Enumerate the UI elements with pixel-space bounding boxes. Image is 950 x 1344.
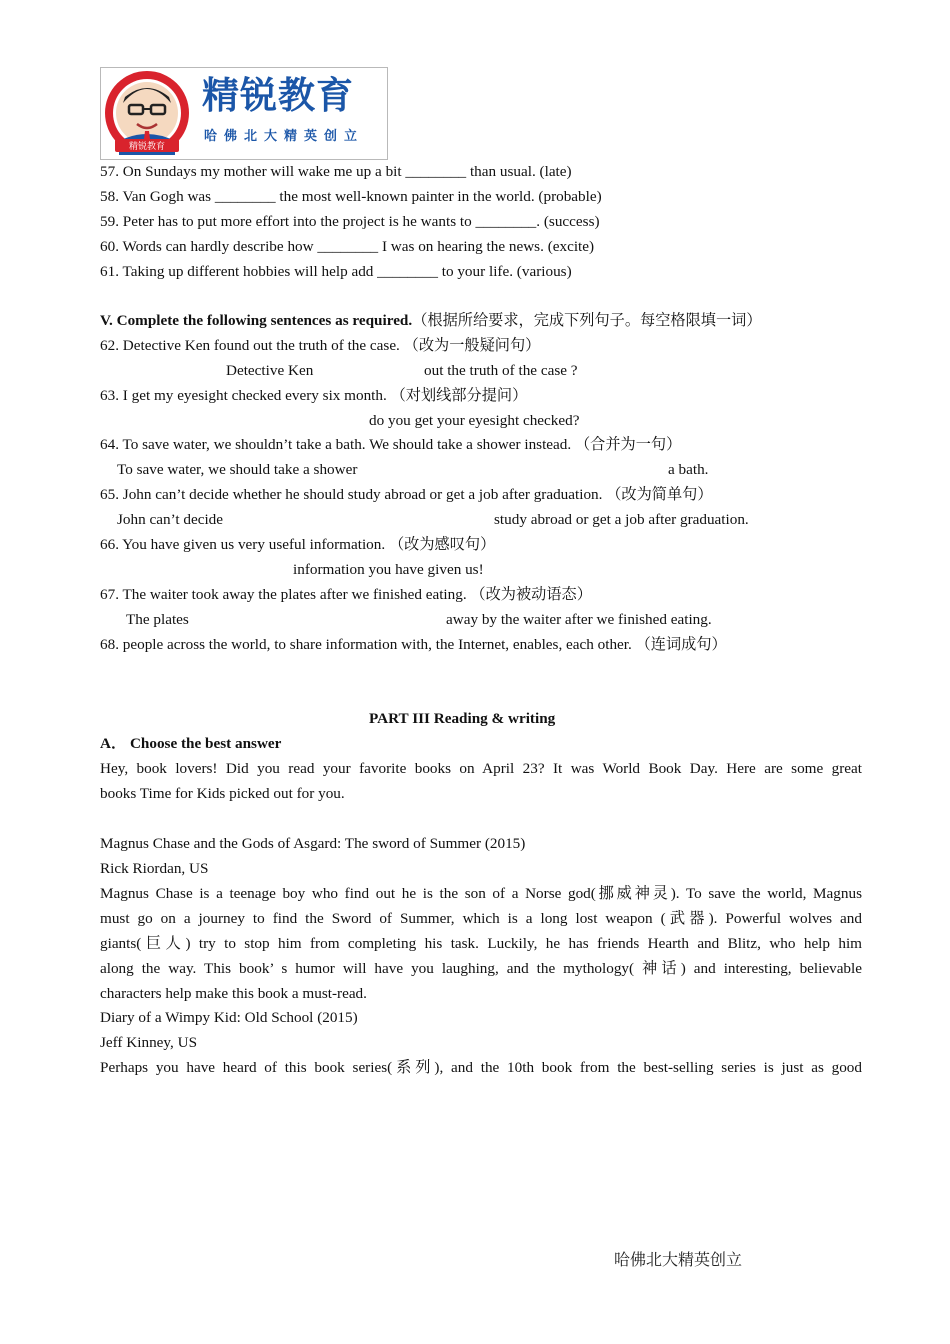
book2-author: Jeff Kinney, US xyxy=(100,1034,198,1051)
answer-65-part2: study abroad or get a job after graduation. xyxy=(494,511,749,528)
book1-title: Magnus Chase and the Gods of Asgard: The sword of Summer (2015) xyxy=(100,835,526,852)
question-66: 66. You have given us very useful information. （改为感叹句） xyxy=(100,536,496,553)
brand-logo xyxy=(100,67,388,160)
mascot-badge-icon xyxy=(101,69,193,157)
answer-67-part1: The plates xyxy=(126,611,189,628)
book1-desc-line-1: Magnus Chase is a teenage boy who find out he is the son of a Norse god(挪威神灵). To save the world, Magnus xyxy=(100,885,862,902)
question-63: 63. I get my eyesight checked every six month. （对划线部分提问） xyxy=(100,387,528,404)
book1-desc-line-3: giants(巨人) try to stop him from completing his task. Luckily, he has friends Hearth and Blitz, who help him xyxy=(100,935,862,952)
section-v-heading xyxy=(100,311,762,331)
answer-62-part1: Detective Ken xyxy=(226,362,314,379)
section-v-note: （根据所给要求，完成下列句子。每空格限填一词） xyxy=(412,312,762,329)
book2-title: Diary of a Wimpy Kid: Old School (2015) xyxy=(100,1009,358,1026)
book1-desc-line-5: characters help make this book a must-read. xyxy=(100,985,367,1002)
answer-64-part2: a bath. xyxy=(668,461,709,478)
footer-slogan: 哈佛北大精英创立 xyxy=(614,1250,743,1269)
question-64: 64. To save water, we shouldn’t take a bath. We should take a shower instead. （合并为一句） xyxy=(100,436,682,453)
question-61: 61. Taking up different hobbies will help add ________ to your life. (various) xyxy=(100,263,572,280)
book1-desc-line-2: must go on a journey to find the Sword of Summer, which is a long lost weapon (武器). Powerful wolves and xyxy=(100,910,862,927)
question-60: 60. Words can hardly describe how ________ I was on hearing the news. (excite) xyxy=(100,238,595,255)
question-62: 62. Detective Ken found out the truth of the case. （改为一般疑问句） xyxy=(100,337,541,354)
answer-62-part2: out the truth of the case ? xyxy=(424,362,578,379)
question-65: 65. John can’t decide whether he should study abroad or get a job after graduation. （改为简单句） xyxy=(100,486,713,503)
question-68: 68. people across the world, to share information with, the Internet, enables, each other. （连词成句） xyxy=(100,636,727,653)
book1-desc-line-4: along the way. This book’ s humor will have you laughing, and the mythology( 神话) and interesting, believable xyxy=(100,960,862,977)
section-a-heading: A． Choose the best answer xyxy=(100,735,282,752)
question-59: 59. Peter has to put more effort into the project is he wants to ________. (success) xyxy=(100,213,600,230)
question-67: 67. The waiter took away the plates after we finished eating. （改为被动语态） xyxy=(100,586,592,603)
answer-66: information you have given us! xyxy=(293,561,484,578)
book2-desc-line-1: Perhaps you have heard of this book series(系列), and the 10th book from the best-selling series is just as good xyxy=(100,1059,862,1076)
answer-64-part1: To save water, we should take a shower xyxy=(117,461,358,478)
intro-line-2: books Time for Kids picked out for you. xyxy=(100,785,345,802)
section-v-title: V. Complete the following sentences as required. xyxy=(100,312,413,329)
part-iii-heading: PART III Reading & writing xyxy=(369,710,556,727)
answer-67-part2: away by the waiter after we finished eating. xyxy=(446,611,712,628)
answer-63: do you get your eyesight checked? xyxy=(369,412,580,429)
book1-author: Rick Riordan, US xyxy=(100,860,209,877)
intro-line-1: Hey, book lovers! Did you read your favorite books on April 23? It was World Book Day. Here are some great xyxy=(100,760,862,777)
question-58: 58. Van Gogh was ________ the most well-known painter in the world. (probable) xyxy=(100,188,602,205)
answer-65-part1: John can’t decide xyxy=(117,511,223,528)
badge-label: 精锐教育 xyxy=(128,142,166,152)
logo-title: 精锐教育 xyxy=(202,74,354,117)
logo-subtitle: 哈佛北大精英创立 xyxy=(204,129,365,144)
question-57: 57. On Sundays my mother will wake me up a bit ________ than usual. (late) xyxy=(100,163,572,180)
